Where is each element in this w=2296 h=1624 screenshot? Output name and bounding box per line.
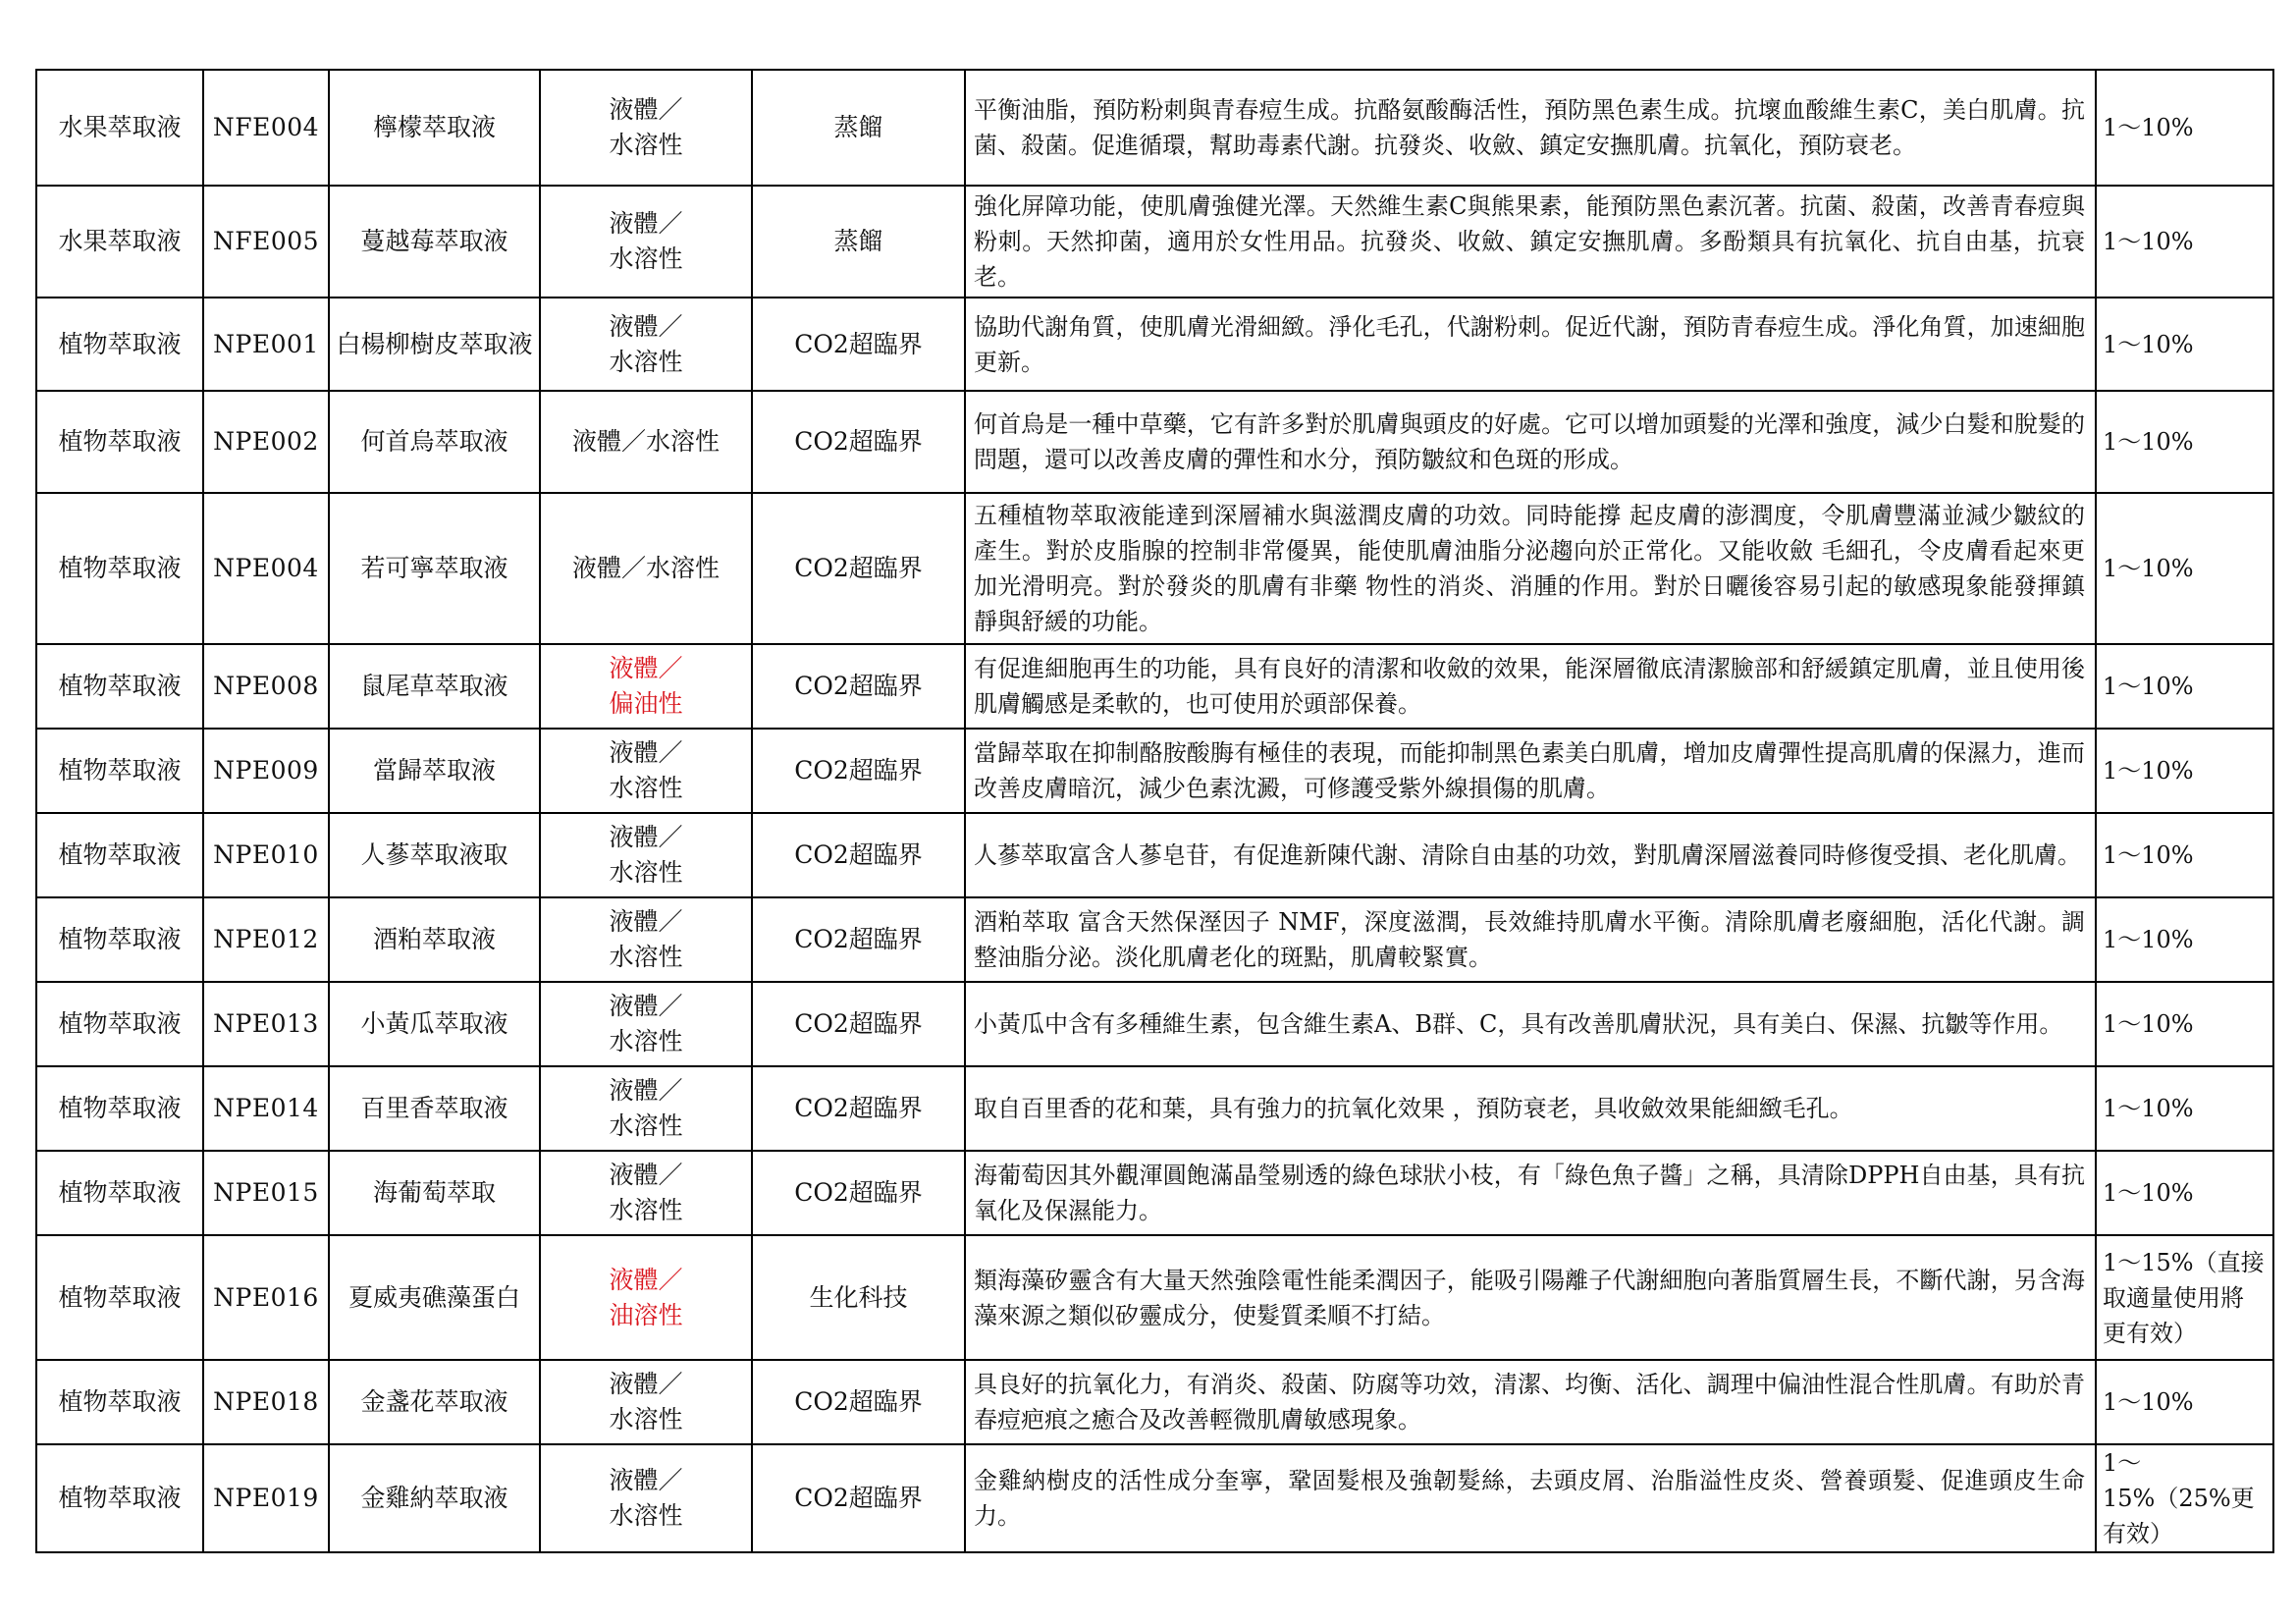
code-cell: NPE012 (203, 897, 329, 982)
form-line: 液體／ (609, 1466, 683, 1494)
form-line: 水溶性 (609, 858, 683, 887)
description-cell: 金雞納樹皮的活性成分奎寧，鞏固髮根及強韌髮絲，去頭皮屑、治脂溢性皮炎、營養頭髮、促進頭皮生命力。 (965, 1444, 2096, 1552)
description-cell: 五種植物萃取液能達到深層補水與滋潤皮膚的功效。同時能撐 起皮膚的澎潤度，令肌膚豐滿並減少皺紋的產生。對於皮脂腺的控制非常優異，能使肌膚油脂分泌趨向於正常化。又能收斂 毛細孔，令皮膚看起來更加光滑明亮。對於發炎的肌膚有非藥 物性的消炎、消腫的作用。對於日曬後容易引起的敏感現象能發揮鎮靜與舒緩的功能。 (965, 493, 2096, 644)
form-line: 水溶性 (609, 774, 683, 802)
form-line: 液體／ (609, 992, 683, 1020)
description-cell: 強化屏障功能，使肌膚強健光澤。天然維生素C與熊果素，能預防黑色素沉著。抗菌、殺菌，改善青春痘與粉刺。天然抑菌，適用於女性用品。抗發炎、收斂、鎮定安撫肌膚。多酚類具有抗氧化、抗自由基，抗衰老。 (965, 186, 2096, 298)
method-cell: CO2超臨界 (752, 813, 965, 897)
category-cell: 植物萃取液 (36, 1444, 203, 1552)
code-cell: NPE018 (203, 1360, 329, 1444)
form-line: 液體／ (609, 1161, 683, 1189)
form-line: 水溶性 (609, 1501, 683, 1530)
method-cell: CO2超臨界 (752, 1066, 965, 1151)
form-line: 液體／ (609, 654, 683, 682)
category-cell: 植物萃取液 (36, 298, 203, 391)
form-cell (540, 813, 752, 897)
description-cell: 取自百里香的花和葉，具有強力的抗氧化效果 ，預防衰老，具收斂效果能細緻毛孔。 (965, 1066, 2096, 1151)
method-cell: CO2超臨界 (752, 1360, 965, 1444)
dosage-cell: 1～10% (2096, 1360, 2273, 1444)
method-cell: CO2超臨界 (752, 1151, 965, 1235)
form-line: 液體／ (609, 1265, 683, 1294)
form-cell (540, 644, 752, 729)
table-row (36, 391, 2273, 493)
method-cell: CO2超臨界 (752, 493, 965, 644)
category-cell: 植物萃取液 (36, 493, 203, 644)
ingredient-table (35, 69, 2274, 1553)
form-line: 液體／ (609, 1076, 683, 1105)
code-cell: NPE009 (203, 729, 329, 813)
name-cell: 檸檬萃取液 (329, 70, 540, 186)
code-cell: NPE010 (203, 813, 329, 897)
code-cell: NFE004 (203, 70, 329, 186)
name-cell: 金雞納萃取液 (329, 1444, 540, 1552)
name-cell: 白楊柳樹皮萃取液 (329, 298, 540, 391)
form-line: 水溶性 (609, 1405, 683, 1434)
name-cell: 鼠尾草萃取液 (329, 644, 540, 729)
code-cell: NFE005 (203, 186, 329, 298)
form-line: 液體／ (609, 738, 683, 767)
form-cell (540, 1066, 752, 1151)
form-cell (540, 391, 752, 493)
table-row (36, 70, 2273, 186)
dosage-cell: 1～10% (2096, 186, 2273, 298)
form-line: 液體／ (609, 907, 683, 936)
table-row (36, 1360, 2273, 1444)
code-cell: NPE001 (203, 298, 329, 391)
dosage-cell: 1～10% (2096, 897, 2273, 982)
category-cell: 植物萃取液 (36, 982, 203, 1066)
code-cell: NPE002 (203, 391, 329, 493)
category-cell: 植物萃取液 (36, 1066, 203, 1151)
form-line: 偏油性 (609, 689, 683, 718)
form-cell (540, 982, 752, 1066)
method-cell: 生化科技 (752, 1235, 965, 1360)
name-cell: 海葡萄萃取 (329, 1151, 540, 1235)
method-cell: CO2超臨界 (752, 1444, 965, 1552)
form-line: 油溶性 (609, 1300, 683, 1329)
table-row (36, 186, 2273, 298)
dosage-cell: 1～10% (2096, 813, 2273, 897)
description-cell: 何首烏是一種中草藥，它有許多對於肌膚與頭皮的好處。它可以增加頭髮的光澤和強度，減少白髮和脫髮的問題，還可以改善皮膚的彈性和水分，預防皺紋和色斑的形成。 (965, 391, 2096, 493)
form-line: 水溶性 (609, 1111, 683, 1140)
dosage-cell: 1～10% (2096, 493, 2273, 644)
category-cell: 水果萃取液 (36, 186, 203, 298)
name-cell: 蔓越莓萃取液 (329, 186, 540, 298)
description-cell: 當歸萃取在抑制酪胺酸脢有極佳的表現，而能抑制黑色素美白肌膚，增加皮膚彈性提高肌膚的保濕力，進而改善皮膚暗沉，減少色素沈澱，可修護受紫外線損傷的肌膚。 (965, 729, 2096, 813)
table-row (36, 1066, 2273, 1151)
category-cell: 植物萃取液 (36, 897, 203, 982)
method-cell: CO2超臨界 (752, 897, 965, 982)
name-cell: 人蔘萃取液取 (329, 813, 540, 897)
category-cell: 植物萃取液 (36, 1235, 203, 1360)
method-cell: CO2超臨界 (752, 644, 965, 729)
form-line: 水溶性 (609, 1027, 683, 1056)
table-row (36, 813, 2273, 897)
category-cell: 植物萃取液 (36, 813, 203, 897)
method-cell: CO2超臨界 (752, 982, 965, 1066)
name-cell: 酒粕萃取液 (329, 897, 540, 982)
form-line: 水溶性 (609, 347, 683, 376)
code-cell: NPE015 (203, 1151, 329, 1235)
form-line: 水溶性 (609, 943, 683, 971)
table-row (36, 982, 2273, 1066)
method-cell: 蒸餾 (752, 70, 965, 186)
form-cell (540, 298, 752, 391)
name-cell: 何首烏萃取液 (329, 391, 540, 493)
form-line: 液體／ (609, 95, 683, 124)
form-cell (540, 70, 752, 186)
form-line: 液體／水溶性 (571, 554, 720, 582)
form-cell (540, 1151, 752, 1235)
description-cell: 人蔘萃取富含人蔘皂苷，有促進新陳代謝、清除自由基的功效，對肌膚深層滋養同時修復受損、老化肌膚。 (965, 813, 2096, 897)
code-cell: NPE008 (203, 644, 329, 729)
table-row (36, 1151, 2273, 1235)
name-cell: 若可寧萃取液 (329, 493, 540, 644)
form-line: 水溶性 (609, 1196, 683, 1224)
form-cell (540, 1360, 752, 1444)
code-cell: NPE019 (203, 1444, 329, 1552)
dosage-cell: 1～10% (2096, 1151, 2273, 1235)
dosage-cell: 1～10% (2096, 391, 2273, 493)
table-row (36, 298, 2273, 391)
description-cell: 協助代謝角質，使肌膚光滑細緻。淨化毛孔，代謝粉刺。促近代謝，預防青春痘生成。淨化角質，加速細胞更新。 (965, 298, 2096, 391)
description-cell: 有促進細胞再生的功能，具有良好的清潔和收斂的效果，能深層徹底清潔臉部和舒緩鎮定肌膚，並且使用後肌膚觸感是柔軟的，也可使用於頭部保養。 (965, 644, 2096, 729)
form-line: 液體／水溶性 (571, 427, 720, 456)
form-cell (540, 186, 752, 298)
dosage-cell: 1～10% (2096, 298, 2273, 391)
method-cell: CO2超臨界 (752, 298, 965, 391)
form-line: 水溶性 (609, 131, 683, 159)
dosage-cell: 1～10% (2096, 982, 2273, 1066)
description-cell: 平衡油脂，預防粉刺與青春痘生成。抗酪氨酸酶活性，預防黑色素生成。抗壞血酸維生素C，美白肌膚。抗菌、殺菌。促進循環，幫助毒素代謝。抗發炎、收斂、鎮定安撫肌膚。抗氧化，預防衰老。 (965, 70, 2096, 186)
method-cell: CO2超臨界 (752, 729, 965, 813)
table-row (36, 1444, 2273, 1552)
form-cell (540, 1235, 752, 1360)
category-cell: 植物萃取液 (36, 644, 203, 729)
dosage-cell: 1～15%（25%更有效） (2096, 1444, 2273, 1552)
table-row (36, 493, 2273, 644)
category-cell: 水果萃取液 (36, 70, 203, 186)
description-cell: 酒粕萃取 富含天然保溼因子 NMF，深度滋潤，長效維持肌膚水平衡。清除肌膚老廢細胞，活化代謝。調整油脂分泌。淡化肌膚老化的斑點，肌膚較緊實。 (965, 897, 2096, 982)
form-line: 液體／ (609, 823, 683, 851)
description-cell: 海葡萄因其外觀渾圓飽滿晶瑩剔透的綠色球狀小枝，有「綠色魚子醬」之稱，具清除DPPH自由基，具有抗氧化及保濕能力。 (965, 1151, 2096, 1235)
category-cell: 植物萃取液 (36, 729, 203, 813)
dosage-cell: 1～10% (2096, 1066, 2273, 1151)
dosage-cell: 1～10% (2096, 70, 2273, 186)
code-cell: NPE004 (203, 493, 329, 644)
table-row (36, 729, 2273, 813)
code-cell: NPE014 (203, 1066, 329, 1151)
table-body (36, 70, 2273, 1552)
code-cell: NPE013 (203, 982, 329, 1066)
category-cell: 植物萃取液 (36, 391, 203, 493)
category-cell: 植物萃取液 (36, 1360, 203, 1444)
code-cell: NPE016 (203, 1235, 329, 1360)
dosage-cell: 1～10% (2096, 729, 2273, 813)
description-cell: 具良好的抗氧化力，有消炎、殺菌、防腐等功效，清潔、均衡、活化、調理中偏油性混合性肌膚。有助於青春痘疤痕之癒合及改善輕微肌膚敏感現象。 (965, 1360, 2096, 1444)
form-line: 液體／ (609, 1370, 683, 1398)
table-row (36, 644, 2273, 729)
method-cell: CO2超臨界 (752, 391, 965, 493)
form-cell (540, 493, 752, 644)
dosage-cell: 1～15%（直接取適量使用將更有效） (2096, 1235, 2273, 1360)
dosage-cell: 1～10% (2096, 644, 2273, 729)
name-cell: 當歸萃取液 (329, 729, 540, 813)
name-cell: 小黃瓜萃取液 (329, 982, 540, 1066)
method-cell: 蒸餾 (752, 186, 965, 298)
name-cell: 百里香萃取液 (329, 1066, 540, 1151)
form-cell (540, 729, 752, 813)
form-cell (540, 1444, 752, 1552)
form-line: 液體／ (609, 311, 683, 341)
name-cell: 夏威夷礁藻蛋白 (329, 1235, 540, 1360)
name-cell: 金盞花萃取液 (329, 1360, 540, 1444)
form-line: 水溶性 (609, 244, 683, 273)
form-cell (540, 897, 752, 982)
category-cell: 植物萃取液 (36, 1151, 203, 1235)
form-line: 液體／ (609, 209, 683, 238)
table-row (36, 1235, 2273, 1360)
description-cell: 小黃瓜中含有多種維生素，包含維生素A、B群、C，具有改善肌膚狀況，具有美白、保濕、抗皺等作用。 (965, 982, 2096, 1066)
table-row (36, 897, 2273, 982)
description-cell: 類海藻矽靈含有大量天然強陰電性能柔潤因子，能吸引陽離子代謝細胞向著脂質層生長，不斷代謝，另含海藻來源之類似矽靈成分，使髮質柔順不打結。 (965, 1235, 2096, 1360)
